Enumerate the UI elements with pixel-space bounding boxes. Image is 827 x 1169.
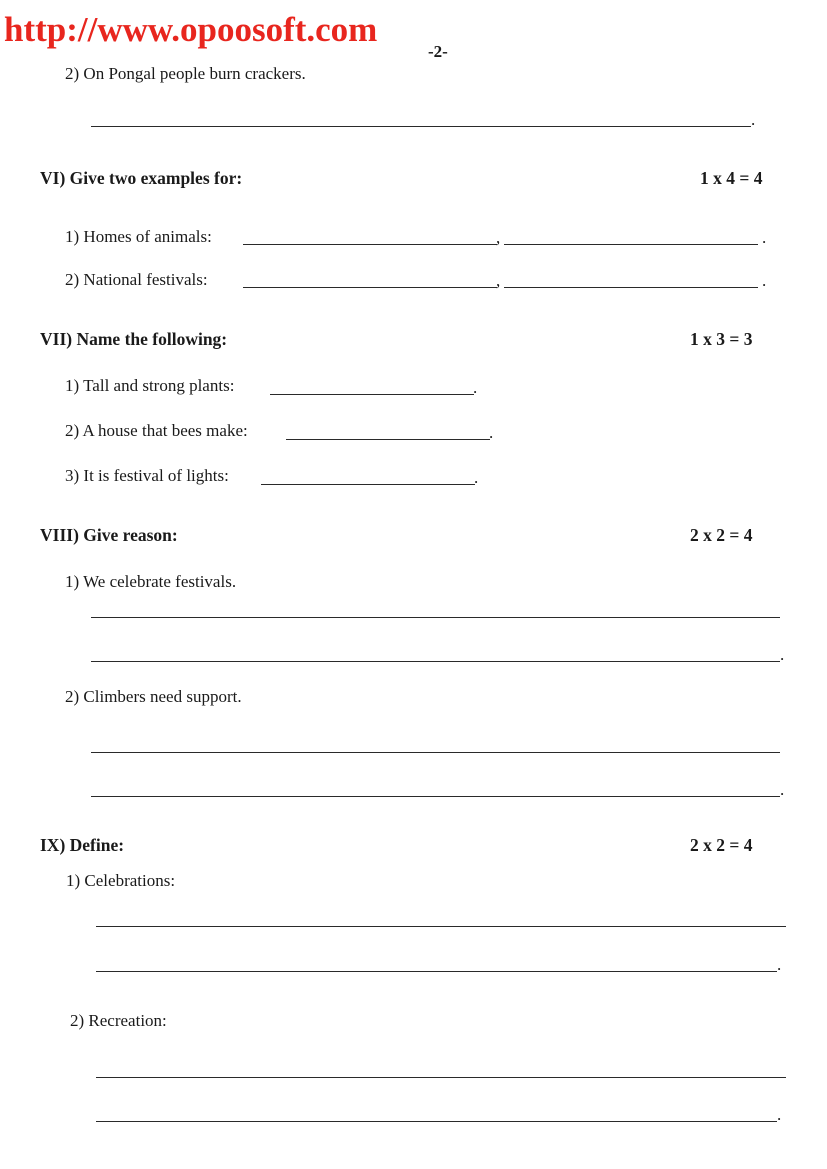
question-festival-of-lights: 3) It is festival of lights: [65, 466, 229, 485]
question-national-festivals: 2) National festivals: [65, 270, 208, 289]
question-climbers-support: 2) Climbers need support. [65, 687, 242, 706]
section-vii-marks: 1 x 3 = 3 [690, 329, 753, 349]
question-celebrations: 1) Celebrations: [66, 871, 176, 890]
section-ix-marks: 2 x 2 = 4 [690, 835, 753, 855]
end-period: . [777, 1105, 782, 1124]
answer-line[interactable] [91, 126, 751, 127]
comma: , [496, 228, 501, 247]
comma: , [496, 271, 501, 290]
answer-line[interactable] [96, 971, 777, 972]
question-pongal: 2) On Pongal people burn crackers. [65, 64, 306, 83]
section-vi-marks: 1 x 4 = 4 [700, 168, 763, 188]
answer-blank[interactable] [286, 439, 490, 440]
answer-line[interactable] [91, 752, 780, 753]
answer-line[interactable] [91, 796, 780, 797]
answer-blank-2[interactable] [504, 287, 758, 288]
answer-blank[interactable] [261, 484, 475, 485]
answer-blank-1[interactable] [243, 287, 497, 288]
end-period: . [474, 468, 479, 487]
end-period: . [762, 228, 767, 247]
end-period: . [473, 378, 478, 397]
page-number: -2- [428, 42, 448, 61]
end-period: . [780, 780, 785, 799]
end-period: . [489, 423, 494, 442]
section-ix-title: IX) Define: [40, 835, 125, 855]
end-period: . [777, 955, 782, 974]
section-vi-title: VI) Give two examples for: [40, 168, 243, 188]
answer-line[interactable] [96, 1077, 786, 1078]
answer-line[interactable] [96, 926, 786, 927]
question-bee-house: 2) A house that bees make: [65, 421, 248, 440]
question-celebrate-festivals: 1) We celebrate festivals. [65, 572, 237, 591]
question-recreation: 2) Recreation: [70, 1011, 167, 1030]
section-viii-title: VIII) Give reason: [40, 525, 178, 545]
answer-line[interactable] [91, 661, 780, 662]
watermark-logo: http://www.opoosoft.com [4, 10, 378, 49]
question-tall-plants: 1) Tall and strong plants: [65, 376, 235, 395]
end-period: . [780, 645, 785, 664]
question-homes-of-animals: 1) Homes of animals: [65, 227, 212, 246]
answer-line[interactable] [96, 1121, 777, 1122]
answer-blank[interactable] [270, 394, 474, 395]
answer-line[interactable] [91, 617, 780, 618]
answer-blank-1[interactable] [243, 244, 497, 245]
section-vii-title: VII) Name the following: [40, 329, 228, 349]
answer-blank-2[interactable] [504, 244, 758, 245]
end-period: . [762, 271, 767, 290]
end-period: . [751, 110, 756, 129]
section-viii-marks: 2 x 2 = 4 [690, 525, 753, 545]
